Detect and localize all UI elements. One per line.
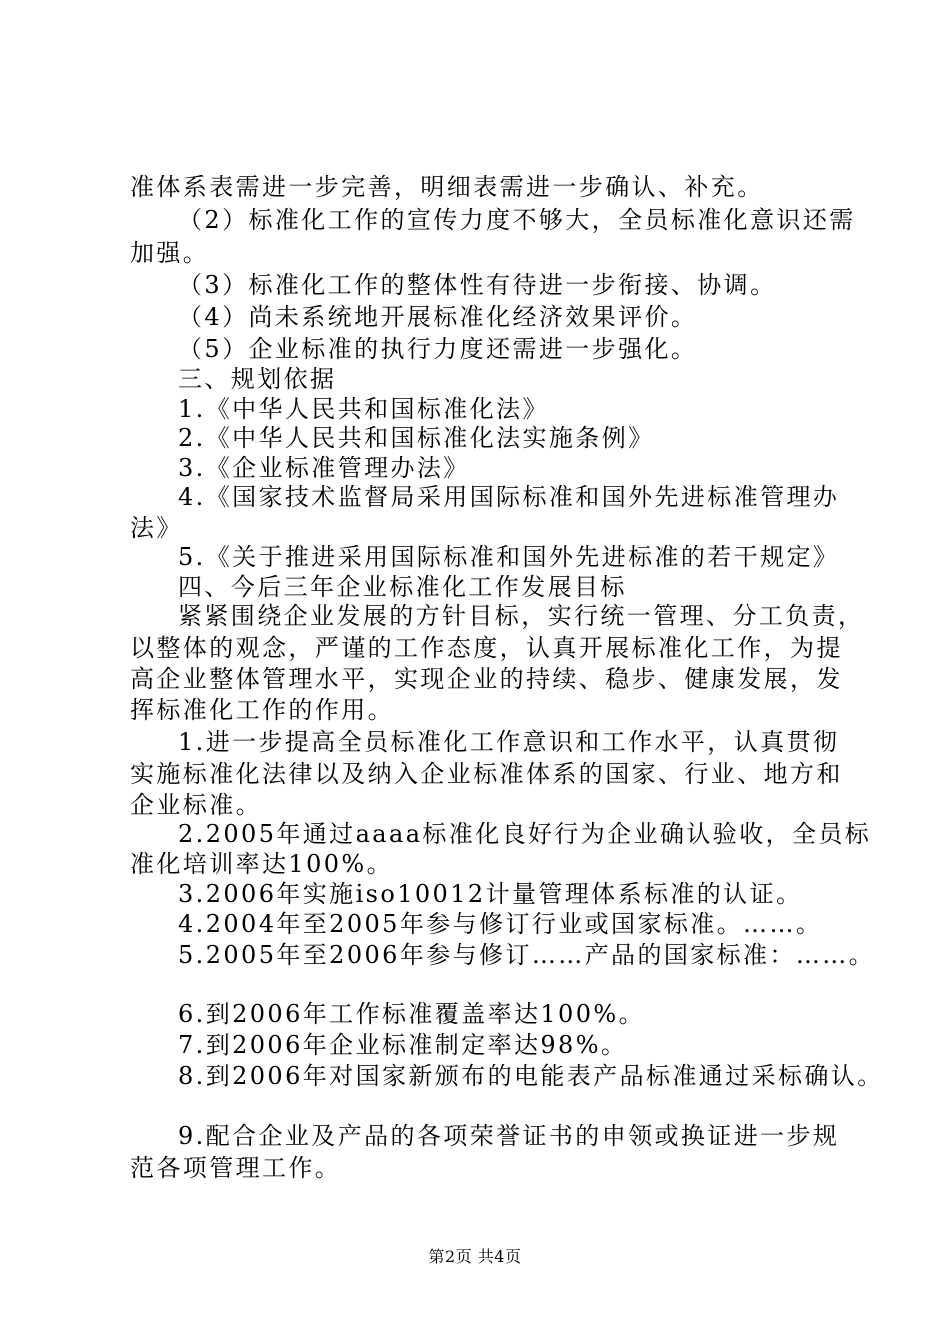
- text-line: （3）标准化工作的整体性有待进一步衔接、协调。: [178, 271, 777, 299]
- page-number-footer: 第2页 共4页: [428, 1247, 522, 1266]
- text-line: 8.到2006年对国家新颁布的电能表产品标准通过采标确认。: [178, 1062, 884, 1090]
- text-line: 5.《关于推进采用国际标准和国外先进标准的若干规定》: [178, 543, 840, 571]
- text-line: 挥标准化工作的作用。: [130, 696, 394, 724]
- text-line: 1.进一步提高全员标准化工作意识和工作水平，认真贯彻: [178, 728, 840, 756]
- text-line: 7.到2006年企业标准制定率达98%。: [178, 1031, 628, 1059]
- text-line: 高企业整体管理水平，实现企业的持续、稳步、健康发展，发: [130, 665, 843, 693]
- text-line: 6.到2006年工作标准覆盖率达100%。: [178, 1000, 645, 1028]
- text-line: 4.2004年至2005年参与修订行业或国家标准。……。: [178, 910, 823, 938]
- text-line: 法》: [130, 514, 183, 542]
- text-line: （4）尚未系统地开展标准化经济效果评价。: [178, 303, 698, 331]
- text-line: 加强。: [130, 239, 210, 267]
- text-line: （5）企业标准的执行力度还需进一步强化。: [178, 335, 698, 363]
- text-line: 准化培训率达100%。: [130, 850, 394, 878]
- text-line: 紧紧围绕企业发展的方针目标，实行统一管理、分工负责，: [178, 602, 865, 630]
- section-heading: 四、今后三年企业标准化工作发展目标: [178, 573, 627, 601]
- text-line: 5.2005年至2006年参与修订……产品的国家标准：……。: [178, 941, 876, 969]
- text-line: 2.《中华人民共和国标准化法实施条例》: [178, 424, 655, 452]
- text-line: 1.《中华人民共和国标准化法》: [178, 395, 549, 423]
- text-line: 3.《企业标准管理办法》: [178, 454, 470, 482]
- section-heading: 三、规划依据: [178, 365, 337, 393]
- text-line: 4.《国家技术监督局采用国际标准和国外先进标准管理办: [178, 483, 840, 511]
- text-line: 以整体的观念，严谨的工作态度，认真开展标准化工作，为提: [130, 634, 843, 662]
- text-line: 企业标准。: [130, 791, 262, 819]
- text-line: 实施标准化法律以及纳入企业标准体系的国家、行业、地方和: [130, 760, 843, 788]
- text-line: 3.2006年实施iso10012计量管理体系标准的认证。: [178, 880, 803, 908]
- text-line: 2.2005年通过aaaa标准化良好行为企业确认验收，全员标: [178, 820, 872, 848]
- text-line: （2）标准化工作的宣传力度不够大，全员标准化意识还需: [178, 206, 856, 234]
- text-line: 9.配合企业及产品的各项荣誉证书的申领或换证进一步规: [178, 1122, 840, 1150]
- text-line: 准体系表需进一步完善，明细表需进一步确认、补充。: [130, 173, 764, 201]
- text-line: 范各项管理工作。: [130, 1154, 342, 1182]
